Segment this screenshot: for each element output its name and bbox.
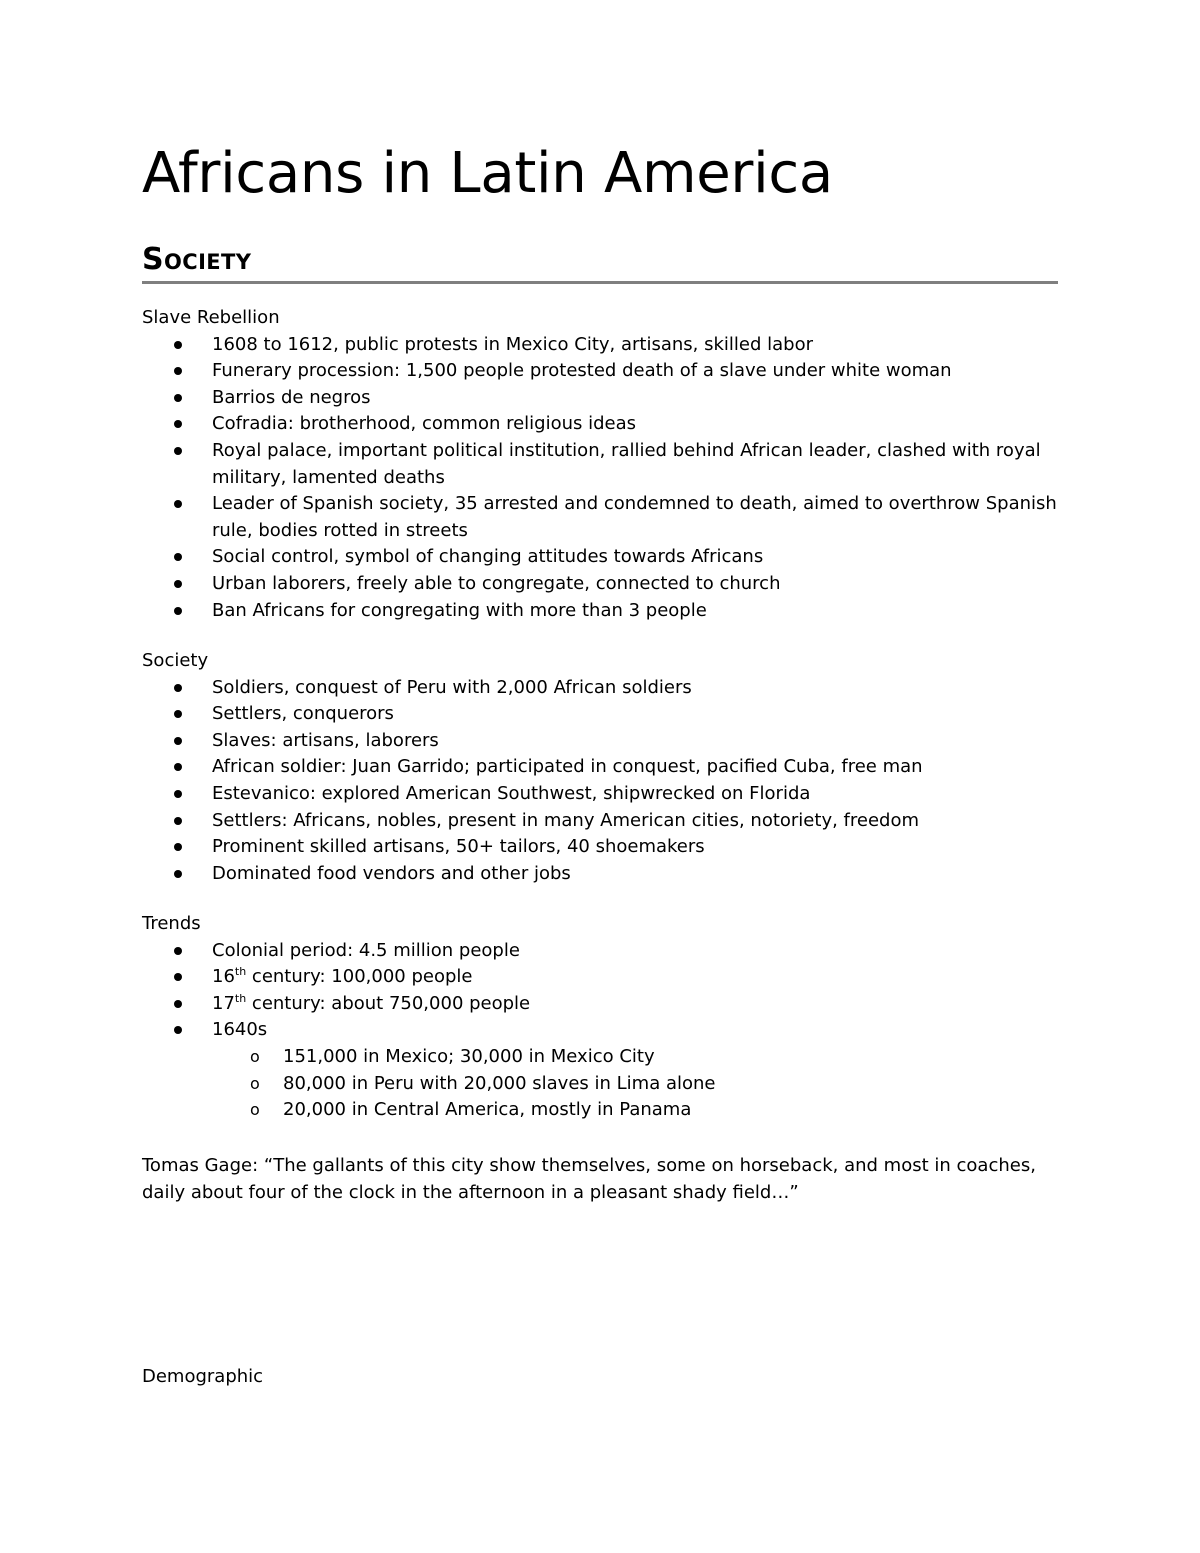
list-item-text: Dominated food vendors and other jobs [212,862,571,884]
bullet-icon [174,817,182,825]
list-item-text: Ban Africans for congregating with more than 3 people [212,599,707,621]
list-item [142,834,1058,861]
list-item-text [212,993,530,1014]
list-item-text: Estevanico: explored American Southwest, shipwrecked on Florida [212,782,811,804]
list-item-text: Barrios de negros [212,386,371,408]
hollow-bullet-icon: o [250,1100,260,1120]
list-item-text: Leader of Spanish society, 35 arrested and condemned to death, aimed to overthrow Spanish rule, bodies rotted in streets [212,493,1057,541]
century-number: 17 [212,992,235,1014]
slave-rebellion-list [142,332,1058,625]
list-item [142,332,1058,359]
ordinal-suffix: th [234,991,247,1005]
list-item-text: Prominent skilled artisans, 50+ tailors, 40 shoemakers [212,836,705,858]
list-item-text: Urban laborers, freely able to congregate, connected to church [212,572,781,594]
list-item-text: 1640s [212,1019,268,1041]
list-item [142,861,1058,888]
bullet-icon [174,684,182,692]
list-item-text: Cofradia: brotherhood, common religious ideas [212,413,637,435]
list-item-text [212,966,472,987]
bullet-icon [174,1026,182,1034]
list-item [142,544,1058,571]
society-section [142,648,1058,887]
list-item-text: Social control, symbol of changing attitudes towards Africans [212,546,764,568]
bullet-icon [174,394,182,402]
bullet-icon [174,790,182,798]
list-item [142,701,1058,728]
list-item-text: Colonial period: 4.5 million people [212,939,520,961]
hollow-bullet-icon: o [250,1046,260,1066]
list-item-text: Slaves: artisans, laborers [212,729,439,751]
demographic-heading: Demographic [142,1366,264,1387]
slave-rebellion-section [142,305,1058,624]
list-item [142,938,1058,965]
list-item-text: Soldiers, conquest of Peru with 2,000 African soldiers [212,676,692,698]
list-item [142,675,1058,702]
section-heading-text: Society [142,242,252,277]
list-item [142,754,1058,781]
list-item-text: African soldier: Juan Garrido; participated in conquest, pacified Cuba, free man [212,756,923,778]
list-item-text: Settlers: Africans, nobles, present in many American cities, notoriety, freedom [212,809,920,831]
bullet-icon [174,341,182,349]
bullet-icon [174,580,182,588]
bullet-icon [174,947,182,955]
bullet-icon [174,447,182,455]
bullet-icon [174,763,182,771]
list-item [142,781,1058,808]
list-item-text: Settlers, conquerors [212,703,394,725]
trends-heading: Trends [142,913,201,934]
list-item [142,358,1058,385]
sub-list-item-text: 20,000 in Central America, mostly in Panama [283,1099,692,1121]
sub-list-item [142,1071,1058,1098]
society-list [142,675,1058,888]
sub-list-item [142,1044,1058,1071]
bullet-icon [174,843,182,851]
list-item [142,491,1058,544]
list-item [142,991,1058,1018]
list-item [142,438,1058,491]
list-item [142,728,1058,755]
list-item [142,411,1058,438]
century-detail: century: 100,000 people [246,966,473,988]
bullet-icon [174,710,182,718]
sub-list-item [142,1097,1058,1124]
trends-sublist [142,1044,1058,1124]
bullet-icon [174,737,182,745]
list-item [142,808,1058,835]
list-item-text: Royal palace, important political institution, rallied behind African leader, clashed with royal military, lamented deaths [212,439,1041,488]
document-title: Africans in Latin America [142,141,833,206]
list-item [142,1017,1058,1044]
tomas-gage-quote: Tomas Gage: “The gallants of this city show themselves, some on horseback, and most in coaches, daily about four of the clock in the afternoon in a pleasant shady field…” [142,1155,1036,1203]
century-number: 16 [212,966,235,988]
bullet-icon [174,870,182,878]
sub-list-item-text: 151,000 in Mexico; 30,000 in Mexico City [283,1045,655,1067]
ordinal-suffix: th [234,965,247,979]
bullet-icon [174,607,182,615]
list-item [142,385,1058,412]
section-heading [142,240,1058,284]
slave-rebellion-heading: Slave Rebellion [142,307,280,328]
list-item-text: Funerary procession: 1,500 people protested death of a slave under white woman [212,360,952,382]
hollow-bullet-icon: o [250,1073,260,1093]
list-item [142,598,1058,625]
bullet-icon [174,500,182,508]
trends-section [142,911,1058,1124]
list-item [142,571,1058,598]
list-item-text: 1608 to 1612, public protests in Mexico City, artisans, skilled labor [212,333,814,355]
bullet-icon [174,973,182,981]
bullet-icon [174,367,182,375]
trends-list [142,938,1058,1044]
list-item [142,964,1058,991]
bullet-icon [174,420,182,428]
sub-list-item-text: 80,000 in Peru with 20,000 slaves in Lima alone [283,1072,716,1094]
bullet-icon [174,1000,182,1008]
society-heading: Society [142,650,209,671]
bullet-icon [174,553,182,561]
century-detail: century: about 750,000 people [246,992,531,1014]
